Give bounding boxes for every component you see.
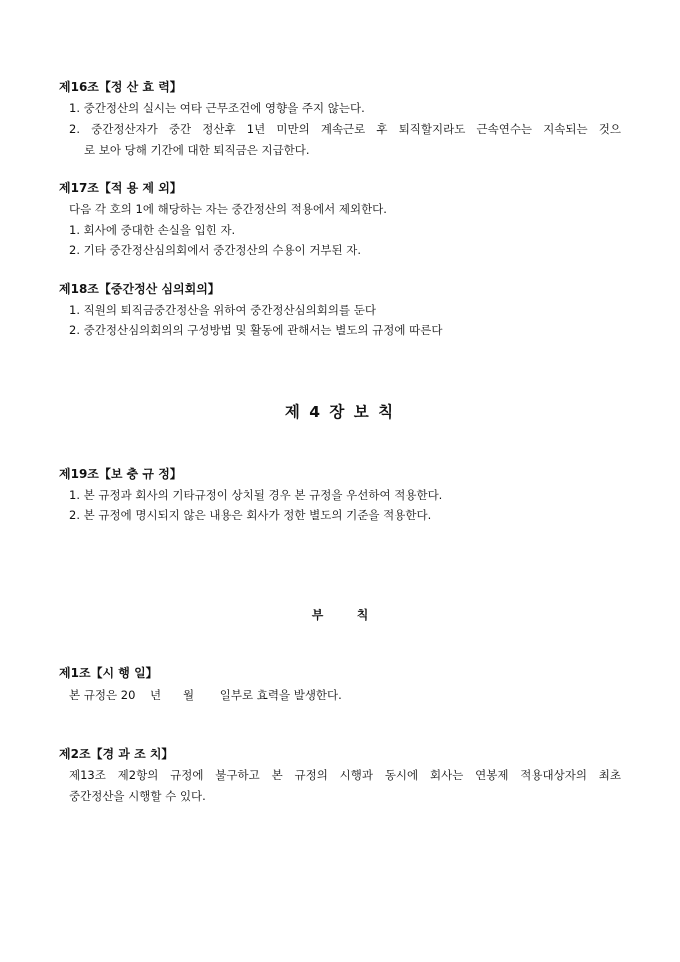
article-18-heading: 제18조【중간정산 심의회의】: [59, 282, 220, 296]
supplementary-article-1-text: 본 규정은 20 년 월 일부로 효력을 발생한다.: [69, 688, 342, 702]
article-19-heading: 제19조【보 충 규 정】: [59, 467, 182, 481]
article-17-item-1: 1. 회사에 중대한 손실을 입힌 자.: [69, 223, 236, 237]
supplementary-article-2-line-2: 중간정산을 시행할 수 있다.: [69, 789, 206, 803]
supplementary-article-2-heading: 제2조【경 과 조 치】: [59, 747, 174, 761]
supplementary-article-2-line-1: 제13조 제2항의 규정에 불구하고 본 규정의 시행과 동시에 회사는 연봉제 적용대상자의 최초: [69, 768, 621, 782]
chapter-title: 제 4 장 보 칙: [284, 403, 396, 421]
article-18-item-2: 2. 중간정산심의회의의 구성방법 및 활동에 관해서는 별도의 규정에 따른다: [69, 323, 443, 337]
article-16-heading: 제16조【정 산 효 력】: [59, 80, 182, 94]
article-17-heading: 제17조【적 용 제 외】: [59, 181, 182, 195]
article-19-item-1: 1. 본 규정과 회사의 기타규정이 상치될 경우 본 규정을 우선하여 적용한다.: [69, 488, 443, 502]
article-16-item-2: 2. 중간정산자가 중간 정산후 1년 미만의 계속근로 후 퇴직할지라도 근속연수는 지속되는 것으: [69, 122, 621, 136]
article-17-item-2: 2. 기타 중간정산심의회에서 중간정산의 수용이 거부된 자.: [69, 243, 362, 257]
article-17-intro: 다음 각 호의 1에 해당하는 자는 중간정산의 적용에서 제외한다.: [69, 202, 387, 216]
supplementary-title: 부 칙: [311, 608, 369, 622]
supplementary-article-1-heading: 제1조【시 행 일】: [59, 666, 158, 680]
article-16-item-2-cont: 로 보아 당해 기간에 대한 퇴직금은 지급한다.: [84, 143, 310, 157]
article-19-item-2: 2. 본 규정에 명시되지 않은 내용은 회사가 정한 별도의 기준을 적용한다.: [69, 508, 432, 522]
article-16-item-1: 1. 중간정산의 실시는 여타 근무조건에 영향을 주지 않는다.: [69, 101, 365, 115]
article-18-item-1: 1. 직원의 퇴직금중간정산을 위하여 중간정산심의회의를 둔다: [69, 303, 376, 317]
